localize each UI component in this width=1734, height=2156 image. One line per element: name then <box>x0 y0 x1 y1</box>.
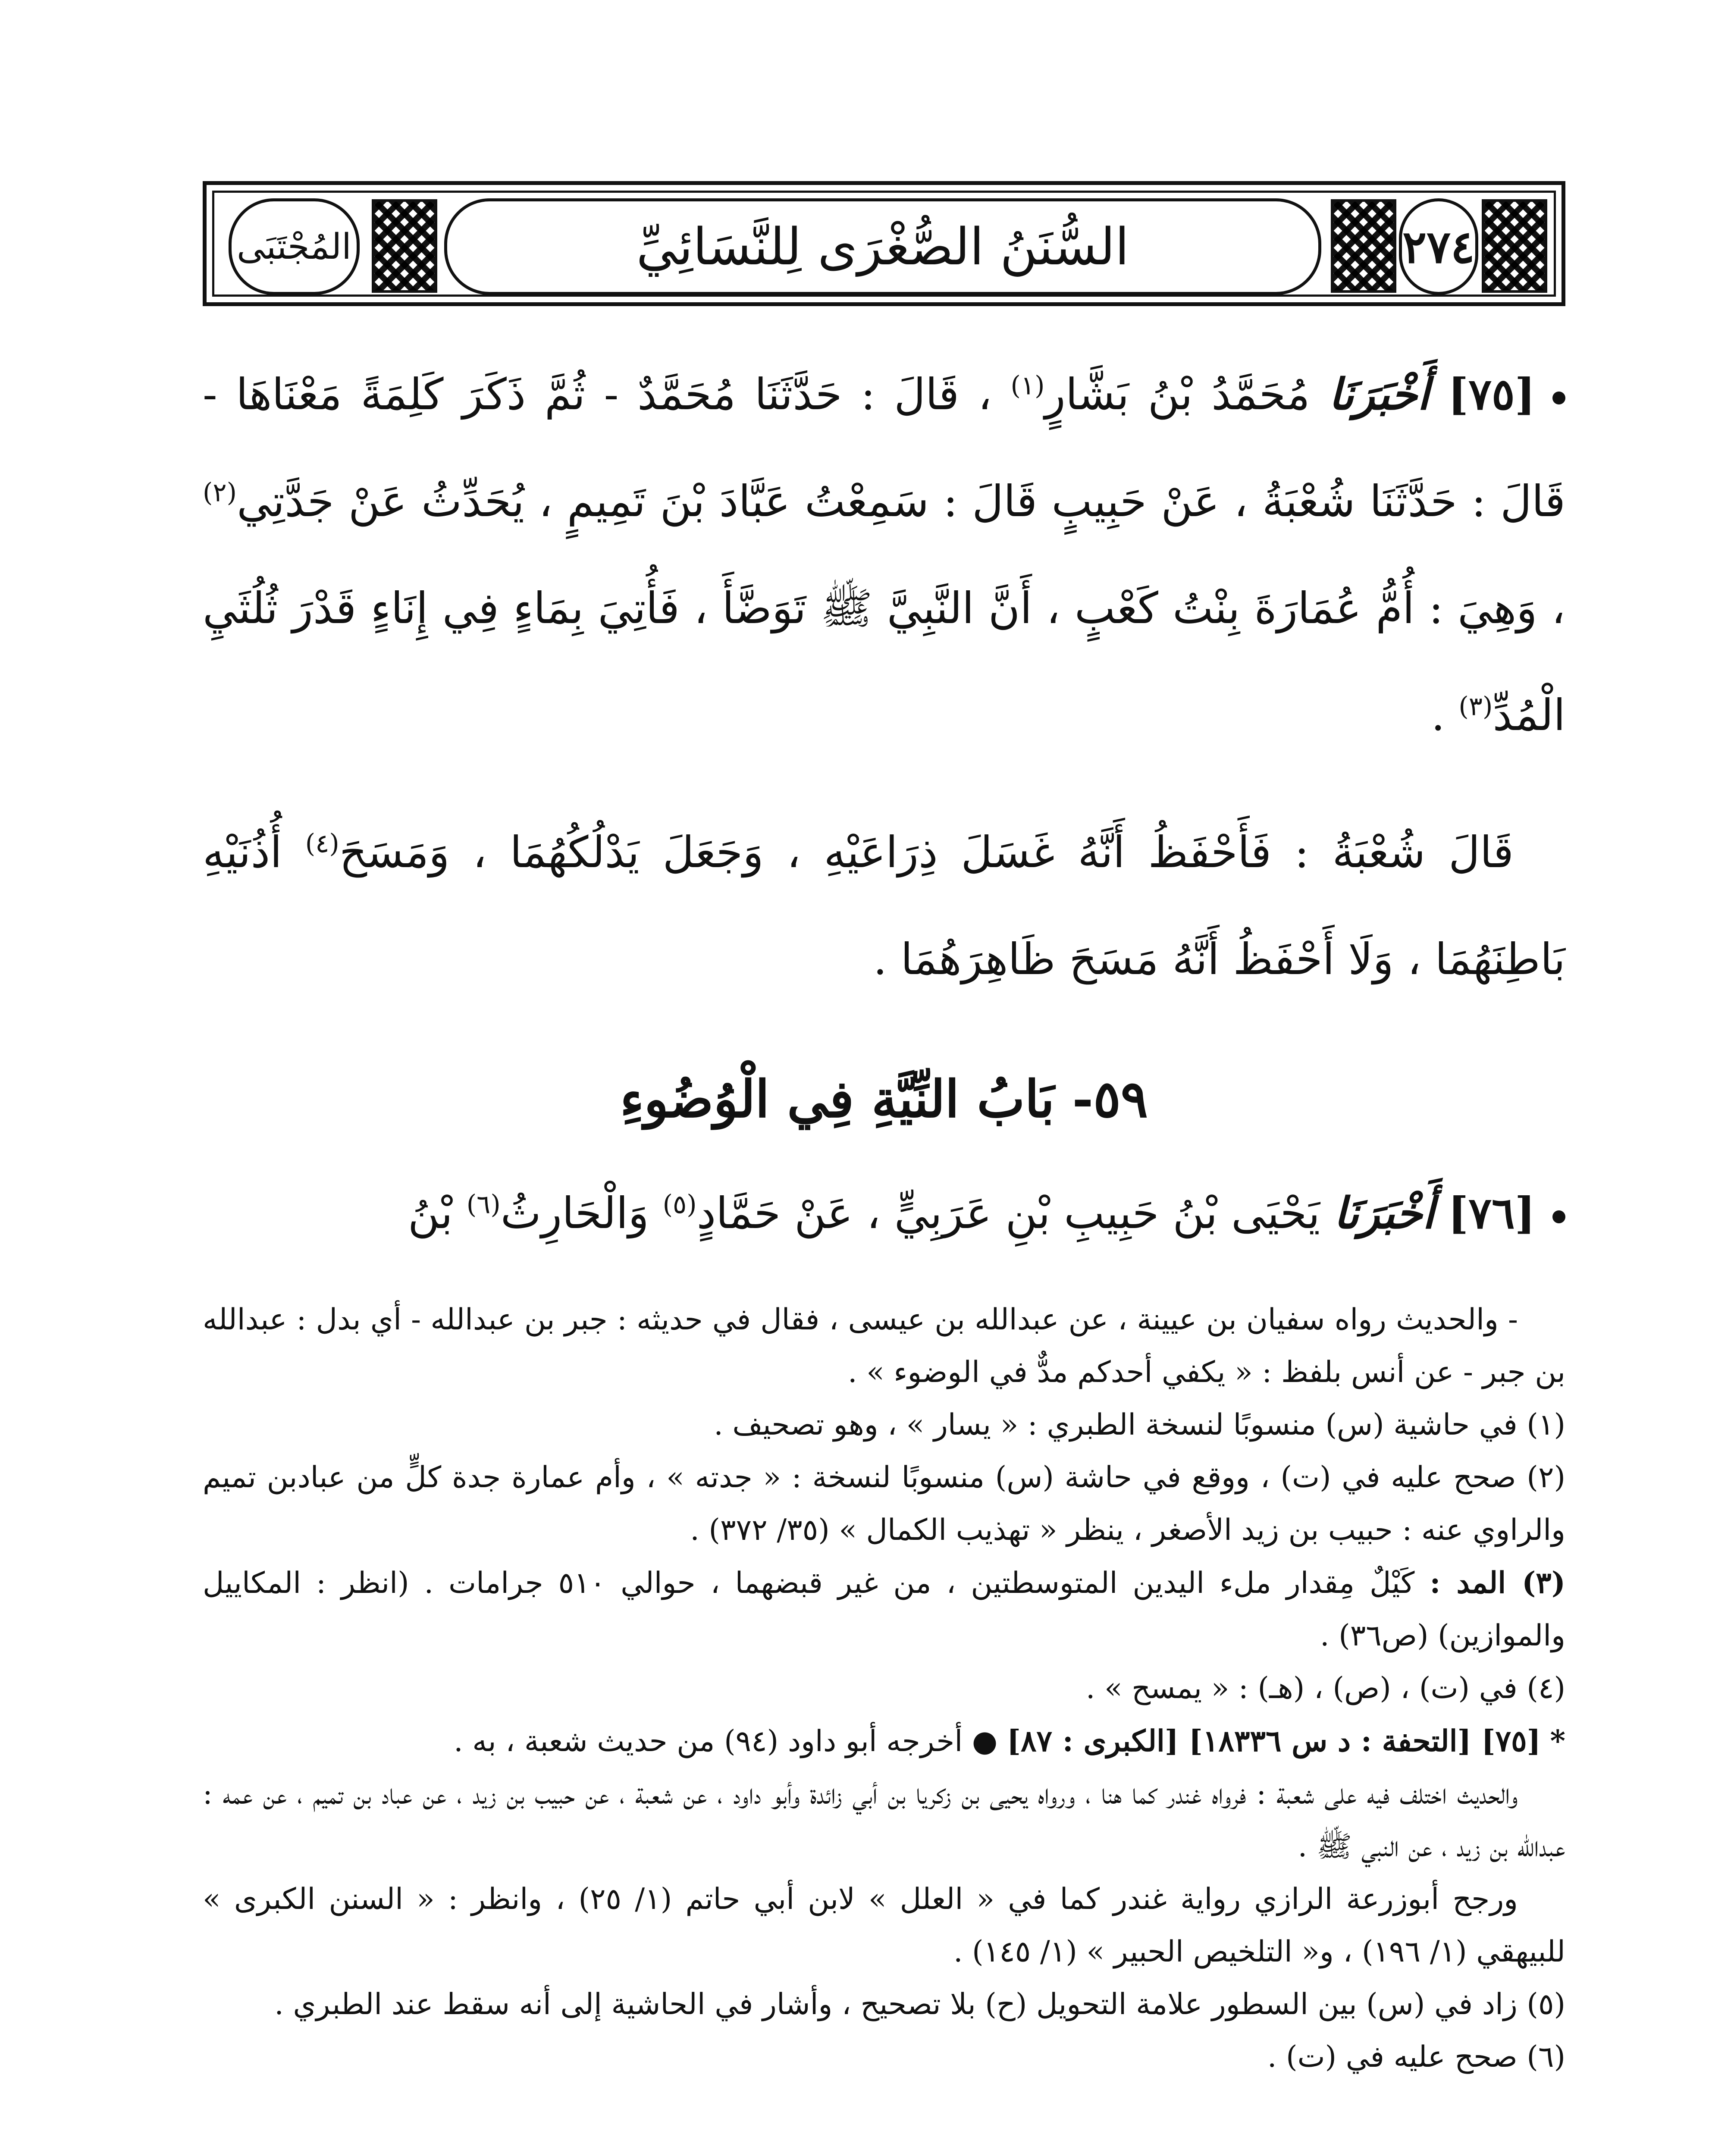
hadith-number: [٧٦] <box>1448 1188 1535 1238</box>
bullet-icon <box>1552 392 1565 404</box>
continuation-dash: - <box>1508 1303 1518 1337</box>
ornament-corner-right-icon <box>1482 199 1547 293</box>
hadith-75-paragraph-2 <box>203 799 1565 1013</box>
footnote-1: (١) في حاشية (س) منسوبًا لنسخة الطبري : « يسار » ، وهو تصحيف . <box>714 1408 1565 1442</box>
takhrij-paragraph-1: والحديث اختلف فيه على شعبة : فرواه غندر كما هنا ، ورواه يحيى بن زكريا بن أبي زائدة وأبو داود ، عن شعبة ، عن حبيب بن زيد ، عن عباد بن تميم ، عن عمه : عبدالله بن زيد ، عن النبي ﷺ . <box>203 1777 1565 1864</box>
takhrij-75 <box>203 1715 1565 1768</box>
hadith-text: ، قَالَ : حَدَّثَنَا مُحَمَّدٌ - ثُمَّ ذَكَرَ كَلِمَةً مَعْنَاهَا - قَالَ : حَدَّثَنَا شُعْبَةُ ، عَنْ حَبِيبٍ قَالَ : سَمِعْتُ عَبَّادَ بْنَ تَمِيمٍ ، يُحَدِّثُ عَنْ جَدَّتِي <box>203 369 1565 526</box>
ornament-left-icon <box>372 199 437 293</box>
book-title-cartouche <box>444 198 1321 295</box>
footnote-ref: (٣) <box>1458 691 1493 722</box>
book-title: السُّنَنُ الصُّغْرَى لِلنَّسَائِيِّ <box>636 217 1129 276</box>
page-header <box>203 181 1565 306</box>
footnotes <box>203 1294 1565 2084</box>
hadith-text: يَحْيَى بْنُ حَبِيبِ بْنِ عَرَبِيٍّ ، عَنْ حَمَّادٍ <box>696 1188 1320 1238</box>
ornament-right-icon <box>1331 199 1396 293</box>
chapter-heading: ٥٩- بَابُ النِّيَّةِ فِي الْوُضُوءِ <box>620 1069 1148 1129</box>
hadith-75 <box>203 341 1565 769</box>
footnote-ref: (١) <box>1010 370 1045 401</box>
book-subtitle: المُجْتَبَى <box>237 226 351 267</box>
hadith-text: قَالَ شُعْبَةُ : فَأَحْفَظُ أَنَّهُ غَسَلَ ذِرَاعَيْهِ ، وَجَعَلَ يَدْلُكُهُمَا ، وَمَسَحَ <box>339 827 1514 877</box>
hadith-text: أُذُنَيْهِ بَاطِنَهُمَا ، وَلَا أَحْفَظُ أَنَّهُ مَسَحَ ظَاهِرَهُمَا . <box>203 827 1565 984</box>
footnote-6: (٦) صحح عليه في (ت) . <box>1267 2040 1565 2074</box>
page-number-cartouche <box>1399 198 1478 295</box>
main-text <box>203 341 1565 1267</box>
hadith-text: بْنُ <box>408 1188 453 1238</box>
takhrij-reference: [٧٥] [التحفة : د س ١٨٣٣٦] [الكبرى : ٨٧] <box>1007 1724 1541 1758</box>
footnote-3 <box>203 1557 1565 1662</box>
hadith-text: . <box>1431 690 1445 740</box>
bullet-icon <box>1552 1210 1565 1223</box>
hadith-number: [٧٥] <box>1448 369 1535 420</box>
footnote-ref: (٤) <box>305 828 339 859</box>
footnote-4: (٤) في (ت) ، (ص) ، (هـ) : « يمسح » . <box>1085 1671 1565 1705</box>
takhrij-paragraph-2: ورجح أبوزرعة الرازي رواية غندر كما في « العلل » لابن أبي حاتم (١/ ٢٥) ، وانظر : « السنن الكبرى » للبيهقي (١/ ١٩٦) ، و« التلخيص الحبير » (١/ ١٤٥) . <box>203 1882 1565 1969</box>
footnote-label: (٣) المد : <box>1430 1566 1565 1600</box>
footnote-continuation <box>203 1294 1565 1399</box>
page-number: ٢٧٤ <box>1402 220 1475 273</box>
hadith-text: وَالْحَارِثُ <box>500 1188 649 1238</box>
star-icon: * <box>1550 1724 1565 1758</box>
footnote-text: كَيْلٌ مِقدار ملء اليدين المتوسطتين ، من غير قبضهما ، حوالي ٥١٠ جرامات . (انظر : المكاييل والموازين) (ص٣٦) . <box>203 1566 1565 1653</box>
footnote-text: والحديث رواه سفيان بن عيينة ، عن عبدالله بن عيسى ، فقال في حديثه : جبر بن عبدالله - أي بدل : عبدالله بن جبر - عن أنس بلفظ : « يكفي أحدكم مدٌّ في الوضوء » . <box>203 1303 1565 1389</box>
takhrij-text: ● أخرجه أبو داود (٩٤) من حديث شعبة ، به . <box>454 1724 998 1758</box>
footnote-ref: (٢) <box>203 477 237 508</box>
footnote-5: (٥) زاد في (س) بين السطور علامة التحويل (ح) بلا تصحيح ، وأشار في الحاشية إلى أنه سقط عند الطبري . <box>274 1987 1565 2021</box>
footnote-ref: (٥) <box>662 1189 697 1220</box>
book-subtitle-cartouche <box>229 198 360 295</box>
hadith-76 <box>203 1159 1565 1267</box>
hadith-opening: أَخْبَرَنَا <box>1333 1188 1435 1238</box>
footnote-ref: (٦) <box>466 1189 501 1220</box>
footnote-2: (٢) صحح عليه في (ت) ، ووقع في حاشة (س) منسوبًا لنسخة : « جدته » ، وأم عمارة جدة كلٍّ من عبادبن تميم والراوي عنه : حبيب بن زيد الأصغر ، ينظر « تهذيب الكمال » (٣٥/ ٣٧٢) . <box>203 1460 1565 1547</box>
hadith-opening: أَخْبَرَنَا <box>1329 369 1430 420</box>
hadith-text: مُحَمَّدُ بْنُ بَشَّارٍ <box>1044 369 1310 420</box>
hadith-text: ، وَهِيَ : أُمُّ عُمَارَةَ بِنْتُ كَعْبٍ ، أَنَّ النَّبِيَّ ﷺ تَوَضَّأَ ، فَأُتِيَ بِمَاءٍ فِي إِنَاءٍ قَدْرَ ثُلُثَيِ الْمُدِّ <box>203 583 1565 740</box>
